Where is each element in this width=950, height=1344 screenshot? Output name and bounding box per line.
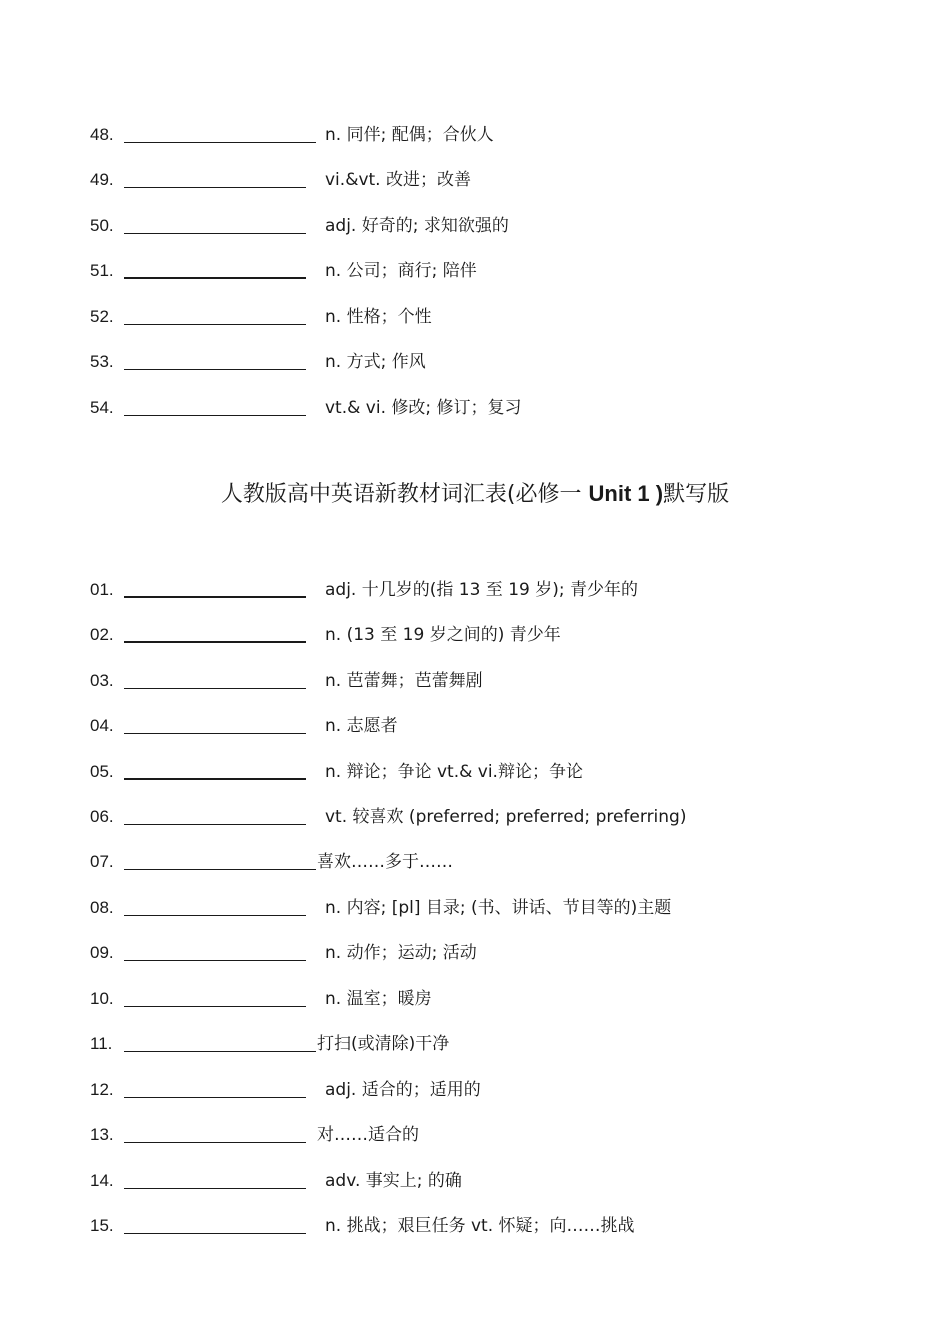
answer-blank <box>124 915 306 916</box>
item-number: 11. <box>90 1034 113 1053</box>
item-number: 05. <box>90 762 114 781</box>
item-number: 07. <box>90 852 114 871</box>
section-title <box>0 478 950 511</box>
item-number: 06. <box>90 807 114 826</box>
item-number: 54. <box>90 398 114 417</box>
item-definition: n. 方式; 作风 <box>325 352 426 372</box>
item-definition: n. (13 至 19 岁之间的) 青少年 <box>325 625 561 645</box>
item-definition: n. 温室；暖房 <box>325 989 432 1009</box>
answer-blank <box>124 1188 306 1189</box>
answer-blank <box>124 960 306 961</box>
item-number: 14. <box>90 1171 114 1190</box>
item-definition: vt. 较喜欢 (preferred; preferred; preferring) <box>325 807 687 827</box>
title-unit: Unit 1 ) <box>588 481 664 506</box>
item-definition: n. 同伴; 配偶；合伙人 <box>325 125 494 145</box>
item-definition: n. 芭蕾舞；芭蕾舞剧 <box>325 671 483 691</box>
item-number: 15. <box>90 1216 114 1235</box>
answer-blank <box>124 641 306 643</box>
item-definition: n. 性格；个性 <box>325 307 432 327</box>
item-number: 53. <box>90 352 114 371</box>
title-suffix: 默写版 <box>663 482 730 507</box>
answer-blank <box>124 1233 306 1234</box>
answer-blank <box>124 277 306 279</box>
answer-blank <box>124 824 306 825</box>
item-number: 50. <box>90 216 114 235</box>
item-number: 08. <box>90 898 114 917</box>
answer-blank <box>124 142 316 143</box>
item-number: 01. <box>90 580 114 599</box>
item-number: 48. <box>90 125 114 144</box>
answer-blank <box>124 869 316 870</box>
item-definition: adj. 适合的；适用的 <box>325 1080 481 1100</box>
item-definition: n. 辩论；争论 vt.& vi.辩论；争论 <box>325 762 583 782</box>
answer-blank <box>124 733 306 734</box>
item-definition: vt.& vi. 修改; 修订；复习 <box>325 398 522 418</box>
answer-blank <box>124 369 306 370</box>
answer-blank <box>124 1006 306 1007</box>
item-number: 04. <box>90 716 114 735</box>
answer-blank <box>124 596 306 598</box>
item-definition: adv. 事实上; 的确 <box>325 1171 462 1191</box>
answer-blank <box>124 324 306 325</box>
item-definition: n. 公司；商行; 陪伴 <box>325 261 477 281</box>
item-number: 12. <box>90 1080 114 1099</box>
answer-blank <box>124 415 306 416</box>
item-number: 13. <box>90 1125 114 1144</box>
item-number: 02. <box>90 625 114 644</box>
answer-blank <box>124 1142 306 1143</box>
item-definition: adj. 十几岁的(指 13 至 19 岁); 青少年的 <box>325 580 639 600</box>
item-number: 51. <box>90 261 114 280</box>
answer-blank <box>124 187 306 188</box>
item-definition: n. 动作；运动; 活动 <box>325 943 477 963</box>
answer-blank <box>124 1097 306 1098</box>
answer-blank <box>124 688 306 689</box>
item-number: 49. <box>90 170 114 189</box>
item-definition: 对……适合的 <box>317 1125 419 1145</box>
item-definition: n. 内容; [pl] 目录; (书、讲话、节目等的)主题 <box>325 898 672 918</box>
answer-blank <box>124 778 306 780</box>
answer-blank <box>124 233 306 234</box>
item-number: 10. <box>90 989 114 1008</box>
item-number: 03. <box>90 671 114 690</box>
item-definition: n. 志愿者 <box>325 716 398 736</box>
item-number: 52. <box>90 307 114 326</box>
answer-blank <box>124 1051 316 1052</box>
item-definition: 打扫(或清除)干净 <box>317 1034 450 1054</box>
item-definition: n. 挑战；艰巨任务 vt. 怀疑；向……挑战 <box>325 1216 635 1236</box>
item-number: 09. <box>90 943 114 962</box>
title-text: 人教版高中英语新教材词汇表(必修一 <box>220 482 589 507</box>
item-definition: 喜欢……多于…… <box>317 852 453 872</box>
item-definition: adj. 好奇的; 求知欲强的 <box>325 216 509 236</box>
item-definition: vi.&vt. 改进；改善 <box>325 170 471 190</box>
